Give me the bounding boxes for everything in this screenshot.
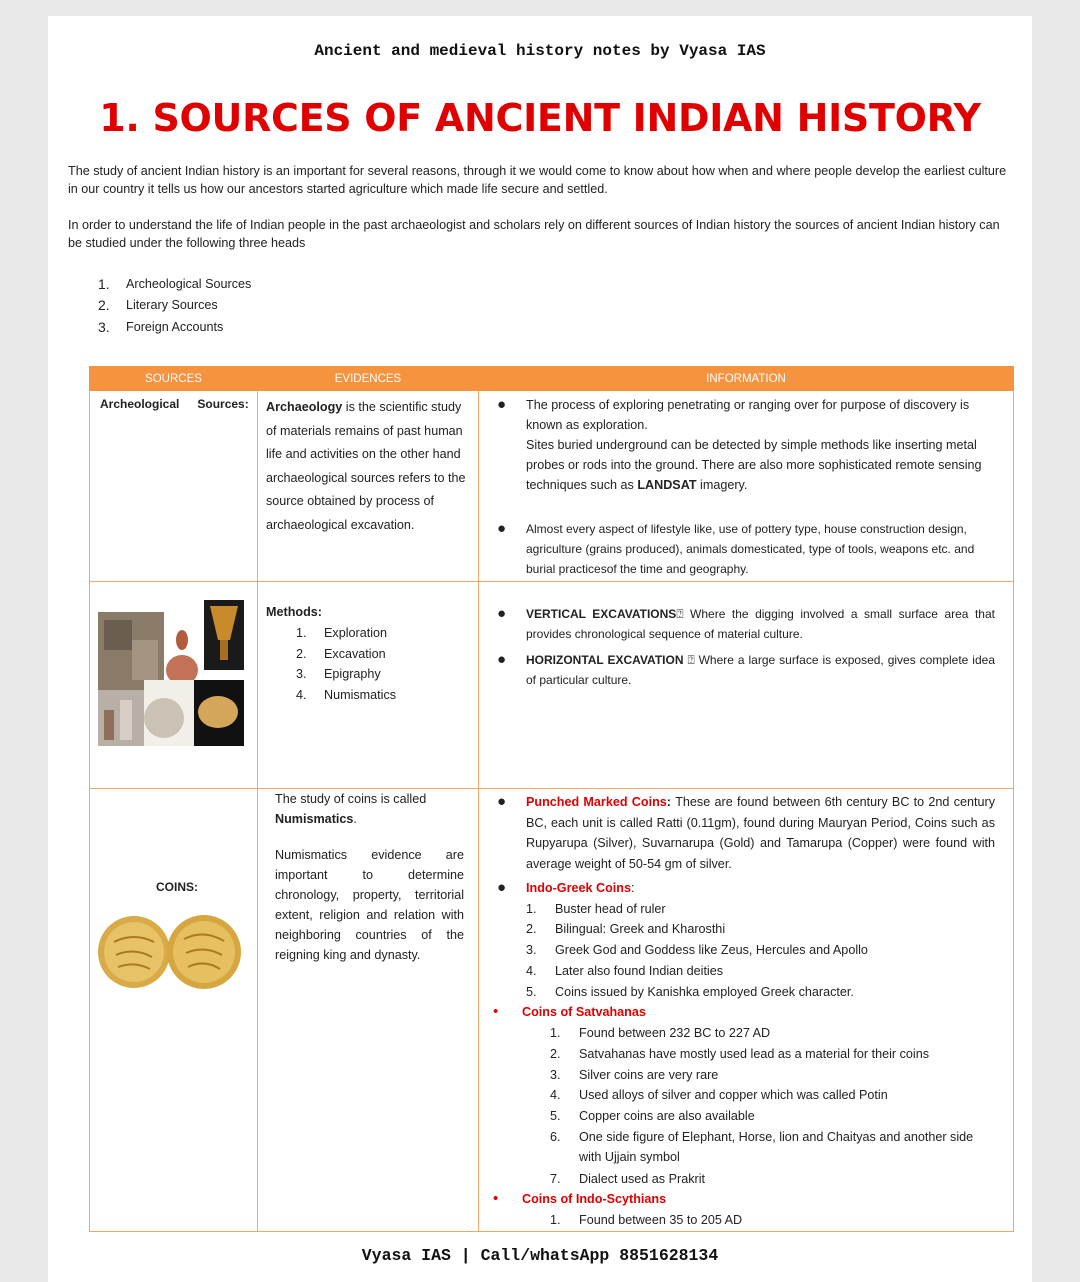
column-header-information: INFORMATION (479, 367, 1014, 391)
source-heads-list (98, 273, 251, 338)
list-item: ● Indo-Greek Coins: (497, 879, 635, 896)
list-item: 2. Literary Sources (98, 297, 218, 314)
gold-coins-image (98, 897, 242, 1007)
list-item: 2. Satvahanas have mostly used lead as a material for their coins (550, 1046, 930, 1061)
satvahana-list (550, 1023, 995, 1189)
document-page (48, 16, 1032, 1282)
table-row (90, 391, 1014, 582)
list-item: 4. Used alloys of silver and copper which was called Potin (550, 1088, 888, 1103)
archaeological-artifacts-image (98, 600, 244, 746)
sources-cell: Archeological Sources: (90, 391, 258, 582)
list-item: 1. Buster head of ruler (526, 901, 666, 916)
list-item: 7. Dialect used as Prakrit (550, 1171, 705, 1186)
list-item: ● VERTICAL EXCAVATIONS⍰ Where the digging involved a small surface area that provides chronological sequence of material culture. (497, 605, 995, 641)
list-item: 2. Excavation (296, 646, 386, 661)
table-header-row (90, 367, 1014, 391)
list-item: 2. Bilingual: Greek and Kharosthi (526, 922, 726, 937)
intro-paragraph-1: The study of ancient Indian history is an important for several reasons, through it we would come to know about how when and where people develop the earliest culture in our country it tells us how our ancestors started agriculture which made life secure and settled. (68, 164, 1007, 196)
list-item: 1. Found between 35 to 205 AD (550, 1212, 743, 1227)
table-row (90, 789, 1014, 1232)
list-item: 3. Silver coins are very rare (550, 1067, 719, 1082)
indo-scythian-list (550, 1210, 995, 1231)
list-item: 1. Found between 232 BC to 227 AD (550, 1025, 771, 1040)
page-footer: Vyasa IAS | Call/whatsApp 8851628134 (361, 1246, 719, 1265)
list-item: 4. Later also found Indian deities (526, 963, 724, 978)
list-item: ● HORIZONTAL EXCAVATION ⍰ Where a large surface is exposed, gives complete idea of particular culture. (497, 651, 995, 687)
list-item: 5. Coins issued by Kanishka employed Greek character. (526, 984, 854, 999)
column-header-sources: SOURCES (90, 367, 258, 391)
evidence-cell: Archaeology is the scientific study of materials remains of past human life and activities on the other hand archaeological sources refers to the source obtained by process of archaeological excavation. (258, 391, 479, 582)
list-item: ● The process of exploring penetrating or ranging over for purpose of discovery is known as exploration. Sites buried underground can be detected by simple methods like inserting metal probes or rods into the ground. There are also more sophisticated remote sensing techniques such as LANDSAT imagery. (497, 396, 982, 492)
list-item: 5. Copper coins are also available (550, 1109, 755, 1124)
evidence-cell (258, 582, 479, 789)
page-title: 1. SOURCES OF ANCIENT INDIAN HISTORY (99, 96, 981, 140)
list-item: 1. Exploration (296, 626, 388, 640)
information-cell (479, 789, 1014, 1232)
intro-paragraph-2: In order to understand the life of Indian people in the past archaeologist and scholars rely on different sources of Indian history the sources of ancient Indian history can be studied under the following three heads (68, 218, 1000, 250)
list-item: 3. Epigraphy (296, 667, 381, 681)
methods-list (266, 623, 470, 705)
indo-greek-list (526, 899, 995, 1003)
table-row (90, 582, 1014, 789)
sources-cell (90, 789, 258, 1232)
coins-label: COINS: (156, 880, 198, 894)
column-header-evidences: EVIDENCES (258, 367, 479, 391)
list-item: ● Punched Marked Coins: These are found between 6th century BC to 2nd century BC, each unit is called Ratti (0.11gm), found during Mauryan Period, Coins such as Rupyarupa (Silver), Suvarnarupa (Gold) and Tamarupa (Copper) were found with average weight of 50-54 gm of silver. (497, 793, 995, 871)
information-cell (479, 391, 1014, 582)
information-cell (479, 582, 1014, 789)
evidence-cell: The study of coins is called Numismatics. Numismatics evidence are important to determine chronology, property, territorial extent, religion and relation with neighboring countries of the reigning king and dynasty. (258, 789, 479, 1232)
methods-title: Methods: (266, 605, 322, 619)
page-header: Ancient and medieval history notes by Vyasa IAS (314, 42, 766, 60)
list-item: • Coins of Satvahanas (493, 1003, 646, 1021)
list-item: • Coins of Indo-Scythians (493, 1190, 667, 1208)
list-item: 4. Numismatics (296, 687, 397, 702)
list-item: 1. Archeological Sources (98, 275, 252, 292)
list-item: 3. Foreign Accounts (98, 318, 224, 335)
list-item: 3. Greek God and Goddess like Zeus, Hercules and Apollo (526, 943, 868, 958)
list-item: ● Almost every aspect of lifestyle like, use of pottery type, house construction design, agriculture (grains produced), animals domesticated, type of tools, weapons etc. and burial practicesof the time and geography. (497, 520, 975, 576)
sources-table (89, 366, 1014, 1232)
list-item: 6. One side figure of Elephant, Horse, lion and Chaityas and another side with Ujjain symbol (550, 1129, 974, 1165)
sources-cell (90, 582, 258, 789)
